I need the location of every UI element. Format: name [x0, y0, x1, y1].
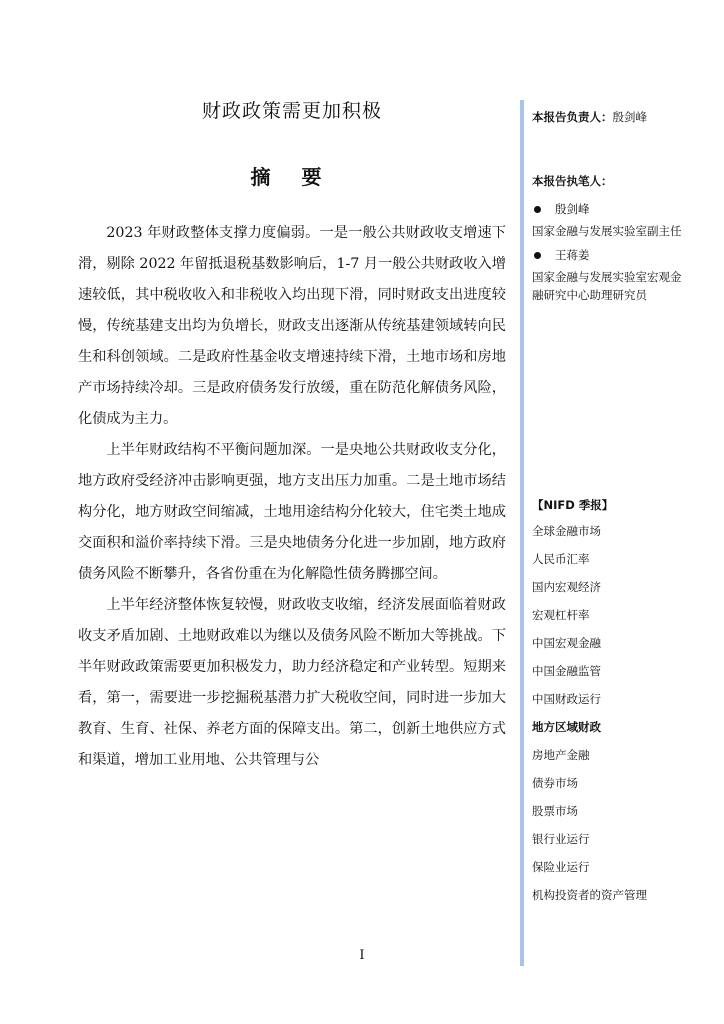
author-name-row [532, 200, 692, 218]
series-item[interactable]: 宏观杠杆率 [532, 608, 590, 622]
series-item[interactable]: 机构投资者的资产管理 [532, 888, 647, 902]
author-role: 国家金融与发展实验室副主任 [532, 224, 682, 238]
series-item[interactable]: 中国财政运行 [532, 692, 601, 706]
responsible-label: 本报告负责人： [532, 110, 613, 124]
abstract-paragraph-3: 上半年经济整体恢复较慢，财政收支收缩，经济发展面临着财政收支矛盾加剧、土地财政难以为继以及债务风险不断加大等挑战。下半年财政政策需要更加积极发力，助力经济稳定和产业转型。短期来看，第一，需要进一步挖掘税基潜力扩大税收空间，同时进一步加大教育、生育、社保、养老方面的保障支出。第二，创新土地供应方式和渠道，增加工业用地、公共管理与公 [78, 597, 506, 768]
series-list [532, 522, 692, 914]
series-item[interactable]: 中国金融监管 [532, 664, 601, 678]
report-series-title: 【NIFD 季报】 [532, 498, 614, 512]
series-item[interactable]: 债券市场 [532, 776, 578, 790]
bullet-icon [534, 252, 541, 259]
abstract-paragraph-2: 上半年财政结构不平衡问题加深。一是央地公共财政收支分化，地方政府受经济冲击影响更强，地方支出压力加重。二是土地市场结构分化，地方财政空间缩减，土地用途结构分化较大，住宅类土地成交面积和溢价率持续下滑。三是央地债务分化进一步加剧，地方政府债务风险不断攀升，各省份重在为化解隐性债务腾挪空间。 [78, 442, 506, 582]
author-name-row [532, 246, 692, 264]
report-responsible [532, 108, 692, 126]
abstract-paragraph-1: 2023 年财政整体支撑力度偏弱。一是一般公共财政收支增速下滑，剔除 2022 年留抵退税基数影响后，1-7 月一般公共财政收入增速较低，其中税收收入和非税收入均出现下滑，同时财政支出进度较慢，传统基建支出均为负增长，财政支出逐渐从传统基建领域转向民生和科创领域。二是政府性基金收支增速持续下滑，土地市场和房地产市场持续冷却。三是政府债务发行放缓，重在防范化解债务风险，化债成为主力。 [78, 225, 506, 427]
authors-label: 本报告执笔人： [532, 174, 613, 188]
document-title: 财政政策需更加积极 [201, 100, 382, 122]
sidebar [532, 108, 692, 902]
author-name: 王蒋姜 [555, 248, 590, 262]
series-item[interactable]: 房地产金融 [532, 748, 590, 762]
series-item[interactable]: 银行业运行 [532, 832, 590, 846]
series-item[interactable]: 中国宏观金融 [532, 636, 601, 650]
bullet-icon [534, 206, 541, 213]
author-entry [532, 246, 692, 304]
sidebar-divider [520, 100, 524, 966]
author-entry [532, 200, 692, 240]
series-item[interactable]: 全球金融市场 [532, 524, 601, 538]
series-item-active[interactable]: 地方区域财政 [532, 720, 601, 734]
series-item[interactable]: 人民币汇率 [532, 552, 590, 566]
report-series [532, 496, 692, 914]
abstract-heading: 摘 要 [250, 165, 334, 189]
author-name: 殷剑峰 [555, 202, 590, 216]
series-item[interactable]: 股票市场 [532, 804, 578, 818]
responsible-name: 殷剑峰 [612, 110, 647, 124]
series-item[interactable]: 保险业运行 [532, 860, 590, 874]
series-item[interactable]: 国内宏观经济 [532, 580, 601, 594]
page-number: I [359, 948, 365, 963]
author-role: 国家金融与发展实验室宏观金融研究中心助理研究员 [532, 270, 682, 302]
main-content [78, 96, 506, 776]
